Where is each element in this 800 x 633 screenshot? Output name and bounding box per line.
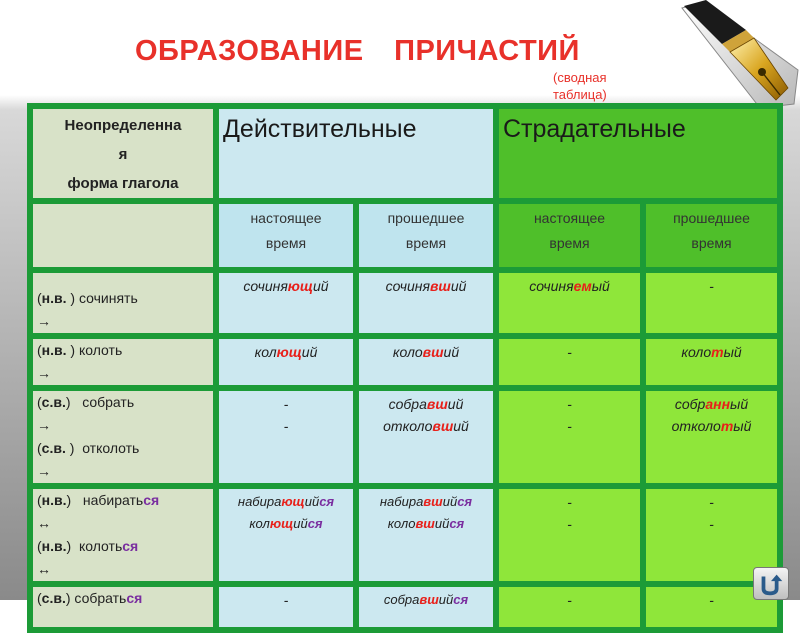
header-infinitive-line: я — [118, 146, 128, 163]
suffix: ющ — [281, 494, 305, 509]
postfix: ся — [307, 516, 323, 531]
passive-present-cell: - — [499, 587, 640, 627]
participle — [646, 415, 777, 437]
suffix: ющ — [276, 344, 302, 360]
ending: ый — [591, 278, 610, 294]
header-infinitive — [33, 109, 213, 198]
postfix: ся — [319, 494, 335, 509]
passive-past-cell — [646, 391, 777, 483]
verb-text: колоть — [78, 538, 123, 554]
stem: набира — [379, 494, 424, 509]
verb-text: собрать — [74, 590, 127, 606]
header-passive: Страдательные — [499, 109, 777, 198]
suffix: вш — [429, 278, 451, 294]
fountain-pen-icon — [676, 0, 800, 112]
suffix: вш — [432, 418, 454, 434]
subtitle — [553, 69, 643, 103]
subheader-active-present — [219, 204, 353, 267]
aspect-label: с.в. — [41, 440, 66, 456]
postfix: ся — [143, 492, 160, 508]
active-past-cell — [359, 391, 493, 483]
verb-text: собрать — [82, 394, 135, 410]
ending: ий — [442, 494, 458, 509]
participle — [359, 393, 493, 415]
subtitle-line: таблица) — [553, 87, 607, 102]
suffix: вш — [419, 592, 439, 607]
active-past-cell — [359, 339, 493, 385]
ending: ий — [301, 344, 318, 360]
active-present-cell — [219, 489, 353, 581]
ending: ий — [447, 396, 464, 412]
verb-cell: (н.в. ) колоть → — [33, 339, 213, 385]
ending: ый — [730, 396, 749, 412]
subheader-text: время — [691, 235, 732, 251]
ending: ий — [443, 344, 460, 360]
dash: - — [567, 418, 572, 434]
dash: - — [567, 396, 572, 412]
stem: коло — [387, 516, 416, 531]
arrow-icon: → — [37, 365, 51, 381]
table-row — [33, 339, 777, 385]
stem: отколо — [671, 418, 721, 434]
passive-present-cell — [499, 273, 640, 333]
stem: сочиня — [529, 278, 574, 294]
dash: - — [709, 516, 714, 532]
active-present-cell — [219, 339, 353, 385]
postfix: ся — [449, 516, 465, 531]
aspect-label: н.в. — [41, 342, 67, 358]
subheader-text: время — [265, 235, 307, 251]
bidirectional-arrow-icon: ↔ — [37, 515, 51, 531]
ending: ий — [450, 278, 467, 294]
stem: собра — [383, 592, 420, 607]
ending: ый — [733, 418, 752, 434]
table-row — [33, 391, 777, 483]
dash: - — [567, 494, 572, 510]
active-present-cell — [219, 391, 353, 483]
arrow-icon: → — [37, 313, 51, 329]
subheader-passive-past — [646, 204, 777, 267]
stem: коло — [681, 344, 712, 360]
suffix: ем — [573, 278, 592, 294]
postfix: ся — [122, 538, 139, 554]
suffix: вш — [423, 494, 443, 509]
active-past-cell — [359, 273, 493, 333]
header-infinitive-line: форма глагола — [67, 175, 179, 192]
arrow-icon: → — [37, 463, 51, 479]
passive-present-cell — [499, 391, 640, 483]
suffix: т — [720, 418, 734, 434]
aspect-label: с.в. — [41, 590, 66, 606]
verb-cell: (н.в.) набираться ↔ (н.в.) колоться ↔ — [33, 489, 213, 581]
participle — [359, 491, 493, 513]
stem: кол — [249, 516, 270, 531]
subheader-text: прошедшее — [387, 210, 465, 226]
return-button[interactable] — [753, 567, 789, 600]
postfix: ся — [457, 494, 473, 509]
verb-text: отколоть — [82, 440, 140, 456]
participle — [219, 491, 353, 513]
stem: собр — [674, 396, 706, 412]
table-header-row — [33, 109, 777, 198]
suffix: вш — [422, 344, 444, 360]
active-past-cell — [359, 587, 493, 627]
suffix: вш — [426, 396, 448, 412]
aspect-label: н.в. — [41, 492, 67, 508]
ending: ий — [313, 278, 329, 294]
stem: отколо — [383, 418, 433, 434]
subheader-active-past — [359, 204, 493, 267]
postfix: ся — [126, 590, 143, 606]
subheader-row — [33, 204, 777, 267]
table-row — [33, 489, 777, 581]
passive-past-cell — [646, 339, 777, 385]
header-infinitive-line: Неопределенна — [64, 117, 182, 134]
subtitle-line: (сводная — [553, 70, 607, 85]
verb-text: сочинять — [78, 290, 138, 306]
participle — [359, 415, 493, 437]
aspect-label: н.в. — [41, 290, 67, 306]
subheader-text: настоящее — [250, 210, 322, 226]
aspect-label: н.в. — [41, 538, 67, 554]
table-row — [33, 273, 777, 333]
verb-text: набирать — [82, 492, 144, 508]
bidirectional-arrow-icon: ↔ — [37, 561, 51, 577]
dash: - — [709, 494, 714, 510]
passive-past-cell: - — [646, 587, 777, 627]
arrow-icon: → — [37, 417, 51, 433]
ending: ий — [434, 516, 450, 531]
passive-present-cell: - — [499, 339, 640, 385]
ending: ий — [293, 516, 308, 531]
stem: сочиня — [385, 278, 430, 294]
dash: - — [283, 396, 289, 412]
verb-text: колоть — [78, 342, 123, 358]
aspect-label: с.в. — [41, 394, 66, 410]
suffix: ющ — [269, 516, 294, 531]
ending: ий — [438, 592, 454, 607]
header-active: Действительные — [219, 109, 493, 198]
table-row — [33, 587, 777, 627]
participle — [359, 513, 493, 535]
verb-cell: (с.в.) собрать → (с.в. ) отколоть → — [33, 391, 213, 483]
stem: набира — [237, 494, 282, 509]
subheader-text: время — [405, 235, 447, 251]
stem: собра — [388, 396, 427, 412]
ending: ий — [304, 494, 320, 509]
verb-cell: (с.в.) собраться — [33, 587, 213, 627]
postfix: ся — [453, 592, 469, 607]
passive-present-cell — [499, 489, 640, 581]
stem: кол — [254, 344, 277, 360]
participle — [219, 513, 353, 535]
participles-table — [27, 103, 783, 633]
subheader-passive-present — [499, 204, 640, 267]
suffix: анн — [705, 396, 731, 412]
active-present-cell — [219, 273, 353, 333]
subheader-text: прошедшее — [673, 210, 750, 226]
return-icon — [754, 568, 788, 599]
dash: - — [283, 418, 289, 434]
suffix: ющ — [287, 278, 313, 294]
stem: коло — [392, 344, 423, 360]
subheader-text: время — [549, 235, 590, 251]
ending: ый — [723, 344, 742, 360]
verb-cell: (н.в. ) сочинять → — [33, 273, 213, 333]
ending: ий — [453, 418, 469, 434]
page-title: ОБРАЗОВАНИЕ ПРИЧАСТИЙ — [135, 35, 580, 67]
stem: сочиня — [243, 278, 288, 294]
dash: - — [567, 516, 572, 532]
subheader-empty — [33, 204, 213, 267]
passive-past-cell: - — [646, 273, 777, 333]
active-past-cell — [359, 489, 493, 581]
suffix: вш — [415, 516, 435, 531]
suffix: т — [711, 344, 724, 360]
participle — [646, 393, 777, 415]
active-present-cell: - — [219, 587, 353, 627]
subheader-text: настоящее — [533, 210, 606, 226]
